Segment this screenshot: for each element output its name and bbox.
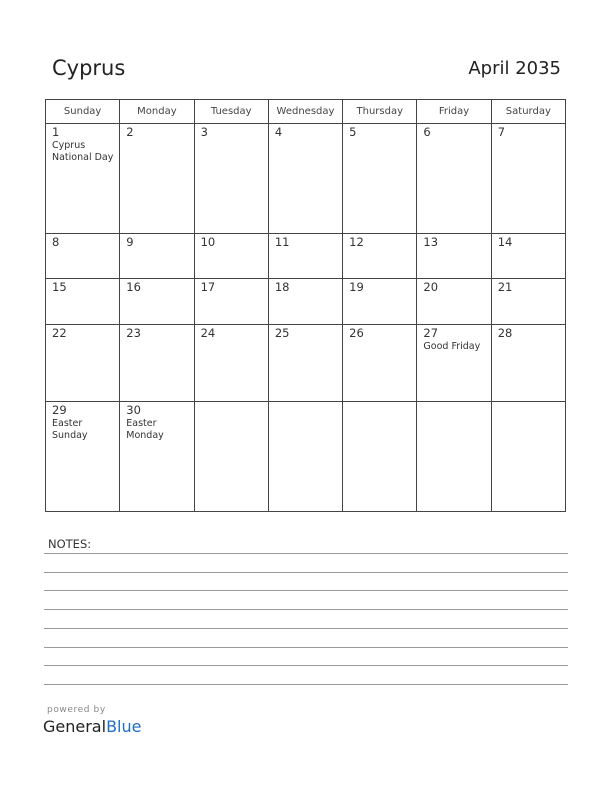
holiday-label	[492, 340, 565, 341]
day-number: 22	[52, 325, 67, 340]
day-cell	[417, 324, 491, 402]
holiday-label	[269, 249, 342, 250]
day-number: 28	[497, 325, 513, 340]
day-number: 3	[200, 125, 208, 139]
brand-general: General	[43, 717, 107, 736]
day-number: 9	[126, 234, 134, 249]
day-cell	[343, 402, 417, 512]
holiday-label	[269, 294, 342, 295]
holiday-label	[46, 249, 119, 250]
holiday-label	[343, 249, 416, 250]
holiday-label	[492, 139, 565, 140]
holiday-label: Good Friday	[423, 340, 481, 352]
day-number: 26	[349, 325, 364, 340]
day-number: 16	[126, 280, 141, 295]
holiday-label	[120, 249, 193, 250]
holiday-label	[269, 403, 342, 404]
holiday-label: Cyprus National Day	[52, 140, 114, 163]
holiday-label	[120, 340, 193, 341]
day-cell	[194, 124, 268, 234]
day-number: 11	[274, 234, 290, 249]
day-cell	[268, 124, 342, 234]
day-number: 25	[274, 325, 290, 340]
holiday-label	[195, 294, 268, 295]
holiday-label	[343, 340, 416, 341]
day-number: 30	[126, 403, 141, 418]
day-cell	[268, 279, 342, 324]
day-number: 17	[200, 280, 216, 295]
weekday-saturday: Saturday	[491, 100, 565, 124]
day-cell	[268, 324, 342, 402]
holiday-label	[195, 139, 268, 140]
holiday-label	[195, 340, 268, 341]
day-cell	[46, 402, 120, 512]
notes-label: NOTES:	[48, 537, 92, 551]
notes-line	[44, 572, 568, 573]
day-cell	[268, 233, 342, 278]
notes-line	[44, 665, 568, 666]
day-number: 18	[274, 280, 290, 295]
day-number: 24	[200, 325, 216, 340]
week-row	[46, 324, 566, 402]
holiday-label	[417, 294, 490, 295]
generalblue-logo	[43, 717, 141, 736]
day-number: 29	[52, 403, 67, 418]
day-cell	[491, 402, 565, 512]
holiday-label	[417, 403, 490, 404]
day-cell	[194, 233, 268, 278]
page-title-country: Cyprus	[52, 56, 126, 80]
day-cell	[194, 324, 268, 402]
weekday-tuesday: Tuesday	[194, 100, 268, 124]
day-cell	[268, 402, 342, 512]
holiday-label	[120, 139, 193, 140]
month-year-title: April 2035	[468, 58, 561, 79]
weekday-wednesday: Wednesday	[268, 100, 342, 124]
weekday-monday: Monday	[120, 100, 194, 124]
day-number: 21	[497, 280, 513, 295]
day-number: 23	[126, 325, 141, 340]
day-cell	[491, 124, 565, 234]
day-number: 5	[349, 125, 357, 139]
day-cell	[46, 279, 120, 324]
day-number: 4	[274, 125, 283, 139]
holiday-label: Easter Monday	[126, 418, 164, 442]
week-row	[46, 402, 566, 512]
holiday-label	[343, 403, 416, 404]
weekday-header-row	[46, 100, 566, 124]
day-cell	[194, 279, 268, 324]
day-cell	[120, 402, 194, 512]
day-cell	[491, 279, 565, 324]
day-number: 19	[349, 280, 364, 295]
day-cell	[417, 279, 491, 324]
day-cell	[120, 124, 194, 234]
day-cell	[417, 233, 491, 278]
notes-line	[44, 590, 568, 591]
holiday-label	[492, 249, 565, 250]
day-cell	[417, 402, 491, 512]
week-row	[46, 124, 566, 234]
holiday-label	[120, 294, 193, 295]
day-cell	[417, 124, 491, 234]
holiday-label: Easter Sunday	[52, 418, 88, 442]
day-cell	[120, 233, 194, 278]
day-cell	[343, 324, 417, 402]
notes-line	[44, 553, 568, 554]
day-number: 14	[497, 234, 513, 249]
powered-by-text: powered by	[47, 705, 106, 715]
weekday-friday: Friday	[417, 100, 491, 124]
brand-blue: Blue	[106, 717, 142, 736]
day-cell	[120, 279, 194, 324]
holiday-label	[417, 139, 490, 140]
holiday-label	[269, 139, 342, 140]
holiday-label	[492, 403, 565, 404]
weekday-thursday: Thursday	[343, 100, 417, 124]
day-number: 10	[200, 234, 216, 249]
day-number: 8	[52, 234, 60, 249]
holiday-label	[492, 294, 565, 295]
notes-line	[44, 684, 568, 685]
day-number: 7	[497, 125, 506, 139]
day-cell	[46, 324, 120, 402]
holiday-label	[46, 294, 119, 295]
holiday-label	[343, 139, 416, 140]
holiday-label	[417, 249, 490, 250]
day-cell	[491, 324, 565, 402]
day-number: 20	[423, 280, 439, 295]
holiday-label	[195, 403, 268, 404]
day-number: 1	[52, 125, 60, 139]
day-cell	[46, 233, 120, 278]
week-row	[46, 279, 566, 324]
calendar-grid	[45, 99, 566, 512]
day-number: 15	[52, 280, 67, 295]
day-cell	[46, 124, 120, 234]
day-number: 13	[423, 234, 439, 249]
notes-line	[44, 647, 568, 648]
day-cell	[491, 233, 565, 278]
day-number: 6	[423, 125, 431, 139]
holiday-label	[46, 340, 119, 341]
day-cell	[343, 233, 417, 278]
holiday-label	[195, 249, 268, 250]
weekday-sunday: Sunday	[46, 100, 120, 124]
day-number: 27	[423, 325, 439, 340]
day-number: 2	[126, 125, 134, 139]
day-number: 12	[349, 234, 364, 249]
day-cell	[343, 124, 417, 234]
holiday-label	[343, 294, 416, 295]
day-cell	[343, 279, 417, 324]
week-row	[46, 233, 566, 278]
holiday-label	[269, 340, 342, 341]
notes-line	[44, 609, 568, 610]
day-cell	[120, 324, 194, 402]
notes-line	[44, 628, 568, 629]
day-cell	[194, 402, 268, 512]
